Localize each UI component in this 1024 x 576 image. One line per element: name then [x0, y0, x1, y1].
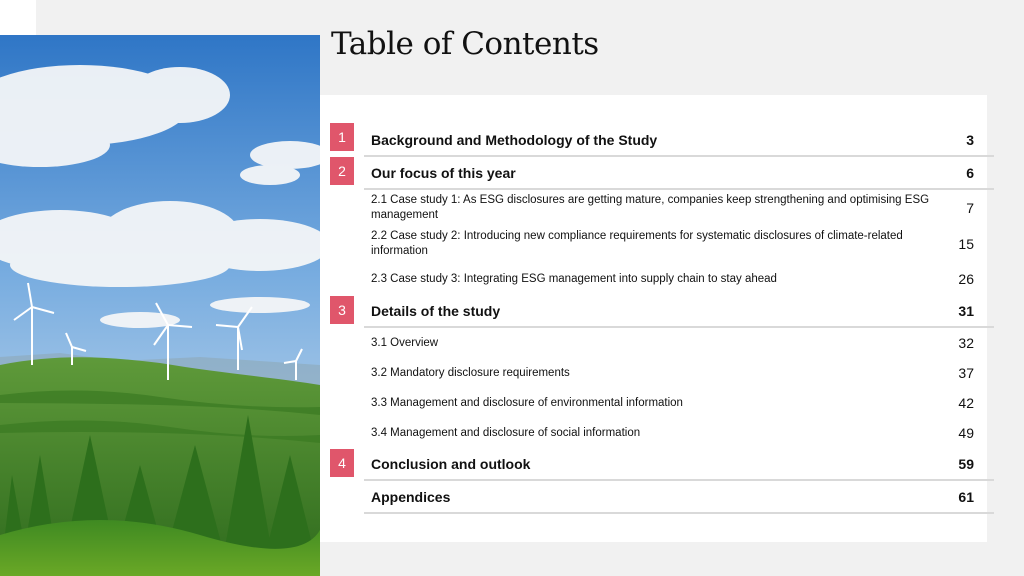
- toc-page-number: 31: [958, 303, 974, 319]
- toc-entry-label: Conclusion and outlook: [371, 456, 531, 472]
- toc-entry[interactable]: [364, 331, 994, 355]
- toc-entry-label: 2.2 Case study 2: Introducing new compliance requirements for systematic disclosures of climate-related information: [371, 230, 903, 257]
- section-number-badge: 1: [330, 123, 354, 151]
- toc-entry[interactable]: [364, 227, 994, 261]
- toc-entry-label: Appendices: [371, 489, 451, 505]
- toc-entry-label: 2.1 Case study 1: As ESG disclosures are getting mature, companies keep strengthening and optimising ESG management: [371, 194, 930, 221]
- corner-block: [0, 0, 36, 35]
- toc-entry[interactable]: [364, 191, 994, 225]
- toc-page-number: 6: [966, 165, 974, 181]
- toc-entry-label: Our focus of this year: [371, 165, 516, 181]
- toc-entry[interactable]: [364, 361, 994, 385]
- toc-entry[interactable]: [364, 158, 994, 190]
- toc-page-number: 59: [958, 456, 974, 472]
- toc-entry[interactable]: [364, 449, 994, 481]
- toc-entry-label: Background and Methodology of the Study: [371, 132, 658, 148]
- toc-card: [320, 95, 987, 542]
- toc-entry[interactable]: [364, 267, 994, 291]
- section-number-badge: 4: [330, 449, 354, 477]
- toc-entry[interactable]: [364, 296, 994, 328]
- page-title: Table of Contents: [331, 26, 599, 62]
- section-number-badge: 2: [330, 157, 354, 185]
- toc-entry-label: 2.3 Case study 3: Integrating ESG management into supply chain to stay ahead: [371, 272, 777, 285]
- toc-entry[interactable]: [364, 125, 994, 157]
- toc-entry[interactable]: [364, 482, 994, 514]
- wind-farm-photo: [0, 35, 320, 576]
- toc-entry-label: 3.1 Overview: [371, 336, 439, 349]
- toc-entry-label: 3.4 Management and disclosure of social information: [371, 426, 641, 439]
- section-number-badge: 3: [330, 296, 354, 324]
- toc-page-number: 49: [958, 425, 974, 441]
- toc-page-number: 26: [958, 271, 974, 287]
- toc-page-number: 37: [958, 365, 974, 381]
- toc-page-number: 3: [966, 132, 974, 148]
- toc-entry-label: 3.3 Management and disclosure of environmental information: [371, 396, 683, 409]
- toc-entry-label: 3.2 Mandatory disclosure requirements: [371, 366, 570, 379]
- toc-page-number: 32: [958, 335, 974, 351]
- toc-entry-label: Details of the study: [371, 303, 501, 319]
- toc-page-number: 61: [958, 489, 974, 505]
- toc-page-number: 7: [966, 200, 974, 216]
- toc-page-number: 42: [958, 395, 974, 411]
- toc-entry[interactable]: [364, 391, 994, 415]
- toc-entry[interactable]: [364, 421, 994, 445]
- toc-page-number: 15: [958, 236, 974, 252]
